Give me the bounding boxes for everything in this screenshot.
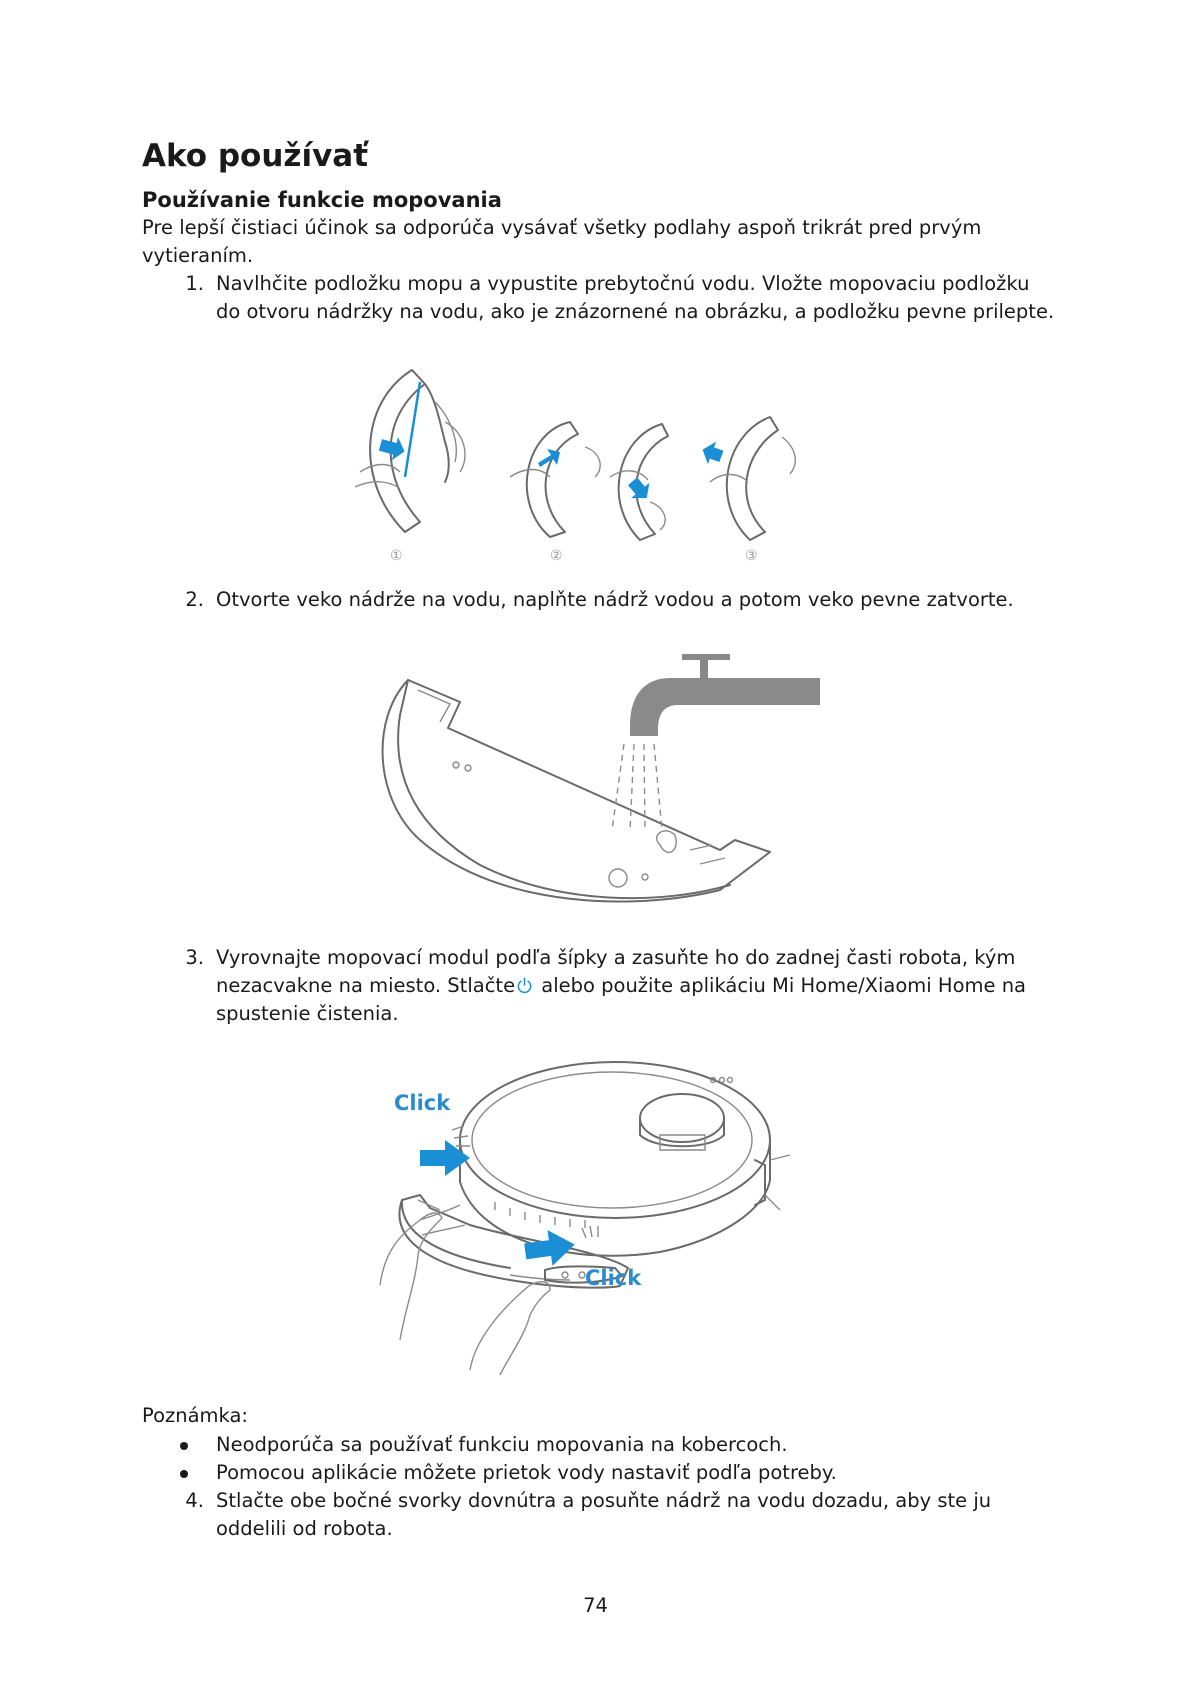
water-tank <box>383 680 770 902</box>
illustration-step-2 <box>510 422 668 564</box>
power-icon <box>516 977 533 994</box>
step-text: Navlhčite podložku mopu a vypustite prebytočnú vodu. Vložte mopovaciu podložku do otvoru nádržky na vodu, ako je znázornené na obrázku, a podložku pevne prilepte. <box>216 272 1055 323</box>
robot-vacuum <box>460 1062 790 1256</box>
bullet-icon <box>180 1442 188 1450</box>
water-tank-filling-illustration <box>360 640 840 940</box>
step-label-3: ③ <box>745 548 758 564</box>
intro-paragraph: Pre lepší čistiaci účinok sa odporúča vysávať všetky podlahy aspoň trikrát pred prvým vytieraním. <box>142 216 982 267</box>
step-number: 1. <box>185 272 204 295</box>
page-title: Ako používať <box>142 138 369 174</box>
step-label-1: ① <box>390 548 403 564</box>
mop-module-attach-illustration <box>360 1040 840 1380</box>
bullet-icon <box>180 1470 188 1478</box>
step-text: Otvorte veko nádrže na vodu, naplňte nádrž vodou a potom veko pevne zatvorte. <box>216 588 1014 611</box>
click-label-1: Click <box>394 1091 451 1115</box>
step-text: Vyrovnajte mopovací modul podľa šípky a zasuňte ho do zadnej časti robota, kým nezacvakne na miesto. Stlačte alebo použite aplikáciu Mi Home/Xiaomi Home na spustenie čistenia. <box>216 946 1027 1025</box>
water-tap <box>612 654 820 832</box>
mop-pad-insertion-illustration <box>350 362 850 567</box>
step-number: 3. <box>185 946 204 969</box>
step-number: 4. <box>185 1489 204 1512</box>
page-number: 74 <box>583 1594 608 1617</box>
section-title: Používanie funkcie mopovania <box>142 188 502 212</box>
illustration-step-3 <box>698 417 795 564</box>
note-label: Poznámka: <box>142 1404 249 1427</box>
step-text: Stlačte obe bočné svorky dovnútra a posuňte nádrž na vodu dozadu, aby ste ju oddelili od robota. <box>216 1489 992 1540</box>
illustration-step-1 <box>355 370 465 564</box>
step-number: 2. <box>185 588 204 611</box>
click-label-2: Click <box>585 1266 642 1290</box>
hands <box>380 1205 550 1375</box>
step-label-2: ② <box>550 548 563 564</box>
